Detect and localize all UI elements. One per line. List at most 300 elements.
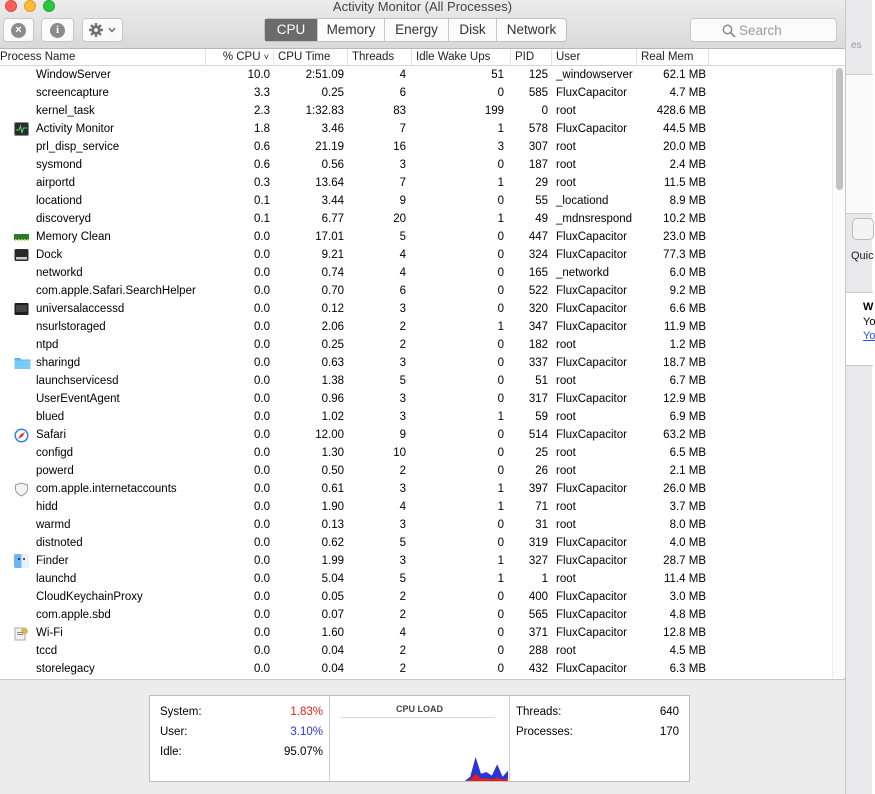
cell-real-mem: 12.8 MB: [663, 627, 706, 639]
cell-threads: 3: [399, 411, 406, 423]
cell-cpu-time: 0.05: [321, 591, 344, 603]
column-cpu-time[interactable]: CPU Time: [274, 49, 348, 65]
shield-icon: [14, 482, 29, 496]
table-row[interactable]: [0, 372, 832, 390]
cell-user: _locationd: [556, 195, 609, 207]
cell-idle-wake-ups: 0: [497, 393, 504, 405]
table-row[interactable]: [0, 534, 832, 552]
cell-user: FluxCapacitor: [556, 321, 627, 333]
cell-cpu-percent: 0.6: [254, 141, 270, 153]
cell-pid: 585: [528, 87, 548, 99]
cell-idle-wake-ups: 0: [497, 663, 504, 675]
cell-user: root: [556, 573, 576, 585]
cell-cpu-percent: 0.0: [254, 609, 270, 621]
cell-threads: 6: [399, 87, 406, 99]
cell-cpu-time: 0.96: [321, 393, 344, 405]
divider: [341, 717, 495, 718]
cell-cpu-time: 1.02: [321, 411, 344, 423]
table-row[interactable]: [0, 408, 832, 426]
table-row[interactable]: [0, 552, 832, 570]
cell-cpu-percent: 0.0: [254, 447, 270, 459]
background-window-text: Yo: [863, 330, 875, 342]
cell-idle-wake-ups: 0: [497, 591, 504, 603]
sort-descending-icon: ˅: [263, 52, 269, 62]
cell-idle-wake-ups: 1: [497, 177, 504, 189]
cell-cpu-time: 0.50: [321, 465, 344, 477]
cell-cpu-percent: 0.0: [254, 501, 270, 513]
cell-cpu-time: 1.38: [321, 375, 344, 387]
cell-process-name: configd: [36, 447, 74, 459]
table-row[interactable]: [0, 588, 832, 606]
cell-cpu-time: 1.60: [321, 627, 344, 639]
user-label: User:: [160, 726, 188, 738]
cell-pid: 165: [528, 267, 548, 279]
cell-threads: 3: [399, 483, 406, 495]
cell-idle-wake-ups: 1: [497, 123, 504, 135]
cell-threads: 7: [399, 177, 406, 189]
cell-threads: 20: [393, 213, 406, 225]
table-row[interactable]: [0, 336, 832, 354]
table-row[interactable]: [0, 624, 832, 642]
cell-process-name: universalaccessd: [36, 303, 125, 315]
cell-user: root: [556, 375, 576, 387]
cell-pid: 565: [528, 609, 548, 621]
cell-idle-wake-ups: 0: [497, 303, 504, 315]
cell-idle-wake-ups: 0: [497, 339, 504, 351]
system-label: System:: [160, 706, 202, 718]
cell-idle-wake-ups: 0: [497, 375, 504, 387]
cell-threads: 5: [399, 537, 406, 549]
cell-threads: 3: [399, 519, 406, 531]
cell-process-name: Finder: [36, 555, 69, 567]
cell-real-mem: 11.5 MB: [664, 177, 706, 189]
table-row[interactable]: [0, 660, 832, 678]
cell-pid: 51: [535, 375, 548, 387]
cell-user: root: [556, 645, 576, 657]
cell-idle-wake-ups: 0: [497, 285, 504, 297]
toolbar: [0, 0, 845, 49]
cell-cpu-time: 9.21: [321, 249, 344, 261]
cell-user: root: [556, 141, 576, 153]
column-real-mem[interactable]: Real Mem: [637, 49, 709, 65]
table-row[interactable]: [0, 120, 832, 138]
cell-cpu-percent: 0.0: [254, 573, 270, 585]
background-window-text: Yo: [863, 316, 875, 328]
view-tabs: [264, 18, 567, 42]
cell-threads: 4: [399, 249, 406, 261]
cell-process-name: distnoted: [36, 537, 83, 549]
info-icon: i: [50, 23, 65, 38]
cell-real-mem: 26.0 MB: [663, 483, 706, 495]
cpu-load-user-area: [330, 757, 508, 781]
cell-process-name: ntpd: [36, 339, 59, 351]
cell-cpu-time: 0.25: [321, 87, 344, 99]
cell-pid: 371: [528, 627, 548, 639]
cell-pid: 447: [528, 231, 548, 243]
cell-process-name: discoveryd: [36, 213, 91, 225]
tab-network[interactable]: Network: [506, 22, 557, 37]
cell-threads: 2: [399, 321, 406, 333]
cell-user: root: [556, 465, 576, 477]
close-process-icon: ×: [11, 23, 26, 38]
tab-energy[interactable]: Energy: [385, 19, 449, 41]
cell-pid: 26: [535, 465, 548, 477]
cell-user: root: [556, 519, 576, 531]
cell-cpu-time: 0.07: [321, 609, 344, 621]
idle-label: Idle:: [160, 746, 182, 758]
cell-user: FluxCapacitor: [556, 591, 627, 603]
cell-threads: 83: [393, 105, 406, 117]
cell-cpu-time: 0.62: [321, 537, 344, 549]
idle-value: 95.07%: [283, 746, 323, 758]
table-row[interactable]: [0, 282, 832, 300]
cell-process-name: nsurlstoraged: [36, 321, 106, 333]
table-row[interactable]: [0, 84, 832, 102]
cell-threads: 3: [399, 357, 406, 369]
memory-clean-icon: [14, 230, 29, 244]
cell-process-name: Memory Clean: [36, 231, 111, 243]
cell-pid: 55: [535, 195, 548, 207]
table-row[interactable]: [0, 462, 832, 480]
cell-process-name: com.apple.internetaccounts: [36, 483, 177, 495]
cell-idle-wake-ups: 0: [497, 519, 504, 531]
cell-user: FluxCapacitor: [556, 285, 627, 297]
search-field[interactable]: [690, 18, 837, 42]
column-threads[interactable]: Threads: [348, 49, 412, 65]
column-pid[interactable]: PID: [511, 49, 552, 65]
processes-label: Processes:: [516, 726, 573, 738]
cell-process-name: launchservicesd: [36, 375, 119, 387]
cell-cpu-time: 0.61: [321, 483, 344, 495]
table-row[interactable]: [0, 354, 832, 372]
cell-real-mem: 4.0 MB: [669, 537, 706, 549]
table-row[interactable]: [0, 498, 832, 516]
cell-idle-wake-ups: 0: [497, 537, 504, 549]
safari-icon: [14, 428, 29, 442]
cell-real-mem: 2.4 MB: [669, 159, 706, 171]
cell-cpu-percent: 0.0: [254, 339, 270, 351]
cell-pid: 1: [541, 573, 548, 585]
cell-cpu-time: 12.00: [315, 429, 344, 441]
cell-real-mem: 9.2 MB: [669, 285, 706, 297]
cell-idle-wake-ups: 0: [497, 609, 504, 621]
cell-pid: 307: [528, 141, 548, 153]
search-icon: [722, 24, 736, 38]
cell-pid: 432: [528, 663, 548, 675]
cell-pid: 324: [528, 249, 548, 261]
cell-real-mem: 6.3 MB: [669, 663, 706, 675]
cell-process-name: sharingd: [36, 357, 81, 369]
cell-cpu-time: 0.70: [321, 285, 344, 297]
cell-threads: 3: [399, 555, 406, 567]
cell-cpu-time: 6.77: [321, 213, 344, 225]
cpu-stats-box: [149, 695, 690, 782]
table-row[interactable]: [0, 606, 832, 624]
cell-cpu-percent: 10.0: [247, 69, 270, 81]
cell-real-mem: 63.2 MB: [663, 429, 706, 441]
cell-real-mem: 4.5 MB: [669, 645, 706, 657]
cell-pid: 29: [535, 177, 548, 189]
cell-cpu-percent: 0.0: [254, 285, 270, 297]
table-row[interactable]: [0, 246, 832, 264]
table-row[interactable]: [0, 516, 832, 534]
cell-threads: 4: [399, 501, 406, 513]
cell-threads: 3: [399, 393, 406, 405]
cell-cpu-time: 0.74: [321, 267, 344, 279]
table-row[interactable]: [0, 138, 832, 156]
cell-cpu-percent: 2.3: [254, 105, 270, 117]
cell-process-name: kernel_task: [36, 105, 95, 117]
cell-pid: 337: [528, 357, 548, 369]
cell-real-mem: 28.7 MB: [663, 555, 706, 567]
cell-cpu-percent: 0.0: [254, 303, 270, 315]
cell-process-name: storelegacy: [36, 663, 95, 675]
table-row[interactable]: [0, 570, 832, 588]
cell-cpu-time: 0.56: [321, 159, 344, 171]
background-window-text: es: [851, 40, 862, 51]
table-row[interactable]: [0, 390, 832, 408]
cell-cpu-percent: 0.0: [254, 645, 270, 657]
cell-pid: 288: [528, 645, 548, 657]
cell-process-name: powerd: [36, 465, 74, 477]
cell-process-name: screencapture: [36, 87, 109, 99]
cell-pid: 59: [535, 411, 548, 423]
cell-idle-wake-ups: 0: [497, 159, 504, 171]
cell-idle-wake-ups: 0: [497, 267, 504, 279]
cell-pid: 578: [528, 123, 548, 135]
column-idle-wake-ups[interactable]: Idle Wake Ups: [412, 49, 511, 65]
cell-cpu-time: 0.04: [321, 663, 344, 675]
table-row[interactable]: [0, 300, 832, 318]
cell-user: FluxCapacitor: [556, 555, 627, 567]
cell-process-name: Wi-Fi: [36, 627, 63, 639]
cell-user: FluxCapacitor: [556, 609, 627, 621]
cell-cpu-time: 2.06: [321, 321, 344, 333]
divider: [509, 696, 510, 781]
background-panel: [846, 292, 873, 366]
cell-cpu-time: 1.90: [321, 501, 344, 513]
table-row[interactable]: [0, 66, 832, 84]
cell-idle-wake-ups: 1: [497, 573, 504, 585]
cell-threads: 2: [399, 591, 406, 603]
cell-real-mem: 3.7 MB: [669, 501, 706, 513]
cell-cpu-percent: 0.0: [254, 627, 270, 639]
cell-threads: 9: [399, 195, 406, 207]
cell-user: FluxCapacitor: [556, 87, 627, 99]
cell-user: FluxCapacitor: [556, 627, 627, 639]
cell-pid: 31: [535, 519, 548, 531]
cell-cpu-percent: 0.0: [254, 231, 270, 243]
tab-disk[interactable]: Disk: [449, 19, 497, 41]
cell-real-mem: 6.7 MB: [669, 375, 706, 387]
cell-process-name: hidd: [36, 501, 58, 513]
table-row[interactable]: [0, 444, 832, 462]
cell-pid: 125: [528, 69, 548, 81]
cell-process-name: networkd: [36, 267, 83, 279]
cell-pid: 397: [528, 483, 548, 495]
cell-cpu-percent: 0.1: [254, 195, 270, 207]
cell-threads: 2: [399, 663, 406, 675]
cpu-summary-panel: [0, 679, 845, 794]
cell-real-mem: 62.1 MB: [663, 69, 706, 81]
cell-process-name: WindowServer: [36, 69, 111, 81]
cell-user: FluxCapacitor: [556, 231, 627, 243]
table-row[interactable]: [0, 102, 832, 120]
cell-process-name: prl_disp_service: [36, 141, 120, 153]
cell-real-mem: 77.3 MB: [663, 249, 706, 261]
table-row[interactable]: [0, 642, 832, 660]
processes-value: 170: [659, 726, 679, 738]
cell-process-name: blued: [36, 411, 65, 423]
cell-user: root: [556, 447, 576, 459]
cell-cpu-time: 1.30: [321, 447, 344, 459]
cell-pid: 317: [528, 393, 548, 405]
cell-pid: 327: [528, 555, 548, 567]
column-user[interactable]: User: [552, 49, 637, 65]
cell-cpu-time: 17.01: [315, 231, 344, 243]
cell-cpu-time: 3.44: [321, 195, 344, 207]
cell-user: _networkd: [556, 267, 610, 279]
cell-pid: 187: [528, 159, 548, 171]
cell-real-mem: 11.9 MB: [664, 321, 706, 333]
table-row[interactable]: [0, 156, 832, 174]
cell-threads: 10: [393, 447, 406, 459]
table-row[interactable]: [0, 426, 832, 444]
cell-threads: 2: [399, 609, 406, 621]
dock-icon: [14, 248, 29, 262]
cell-threads: 9: [399, 429, 406, 441]
cell-pid: 522: [528, 285, 548, 297]
cell-idle-wake-ups: 1: [497, 321, 504, 333]
cell-real-mem: 23.0 MB: [663, 231, 706, 243]
cell-cpu-time: 1.99: [321, 555, 344, 567]
cell-cpu-time: 0.04: [321, 645, 344, 657]
table-row[interactable]: [0, 210, 832, 228]
cell-threads: 4: [399, 627, 406, 639]
cell-real-mem: 3.0 MB: [669, 591, 706, 603]
inspect-process-button[interactable]: [41, 18, 74, 42]
cell-cpu-time: 1:32.83: [305, 105, 344, 117]
cell-user: FluxCapacitor: [556, 357, 627, 369]
search-input[interactable]: [739, 22, 831, 38]
cell-real-mem: 6.5 MB: [669, 447, 706, 459]
cell-pid: 71: [535, 501, 548, 513]
cell-user: FluxCapacitor: [556, 249, 627, 261]
cell-cpu-time: 0.13: [321, 519, 344, 531]
cell-idle-wake-ups: 1: [497, 501, 504, 513]
window-title: Activity Monitor (All Processes): [332, 0, 513, 14]
cell-real-mem: 4.8 MB: [669, 609, 706, 621]
threads-label: Threads:: [516, 706, 562, 718]
cell-process-name: launchd: [36, 573, 77, 585]
cell-cpu-time: 21.19: [315, 141, 344, 153]
cpu-load-graph: [330, 721, 508, 781]
cell-threads: 3: [399, 159, 406, 171]
cell-user: _mdnsrespond: [556, 213, 633, 225]
cell-user: root: [556, 105, 576, 117]
cell-cpu-percent: 0.6: [254, 159, 270, 171]
cell-cpu-time: 5.04: [321, 573, 344, 585]
cell-idle-wake-ups: 1: [497, 483, 504, 495]
cell-pid: 320: [528, 303, 548, 315]
table-row[interactable]: [0, 318, 832, 336]
cell-cpu-percent: 0.0: [254, 393, 270, 405]
cell-process-name: tccd: [36, 645, 58, 657]
table-row[interactable]: [0, 480, 832, 498]
cell-threads: 3: [399, 303, 406, 315]
cell-user: root: [556, 177, 576, 189]
table-row[interactable]: [0, 264, 832, 282]
cell-real-mem: 44.5 MB: [663, 123, 706, 135]
tab-cpu[interactable]: CPU: [265, 19, 318, 41]
table-row[interactable]: [0, 192, 832, 210]
gear-icon: [88, 22, 118, 38]
cell-user: root: [556, 159, 576, 171]
cell-threads: 16: [393, 141, 406, 153]
tab-memory[interactable]: Memory: [318, 19, 385, 41]
cell-cpu-percent: 0.3: [254, 177, 270, 189]
cell-user: FluxCapacitor: [556, 303, 627, 315]
cell-threads: 2: [399, 645, 406, 657]
cell-real-mem: 8.0 MB: [669, 519, 706, 531]
cell-user: FluxCapacitor: [556, 663, 627, 675]
cell-idle-wake-ups: 3: [497, 141, 504, 153]
cell-pid: 182: [528, 339, 548, 351]
cell-idle-wake-ups: 1: [497, 411, 504, 423]
cell-threads: 5: [399, 231, 406, 243]
cell-idle-wake-ups: 0: [497, 249, 504, 261]
cell-pid: 49: [535, 213, 548, 225]
cell-real-mem: 18.7 MB: [663, 357, 706, 369]
table-row[interactable]: [0, 174, 832, 192]
cell-cpu-percent: 0.0: [254, 537, 270, 549]
background-window-text: W: [863, 301, 874, 313]
cell-cpu-percent: 0.0: [254, 555, 270, 567]
cell-idle-wake-ups: 0: [497, 627, 504, 639]
scrollbar-thumb[interactable]: [836, 68, 843, 190]
cell-real-mem: 6.9 MB: [669, 411, 706, 423]
column-cpu-percent[interactable]: [206, 49, 274, 65]
cell-cpu-time: 0.63: [321, 357, 344, 369]
cell-real-mem: 11.4 MB: [664, 573, 706, 585]
universalaccess-icon: [14, 302, 29, 316]
cell-pid: 319: [528, 537, 548, 549]
cell-real-mem: 8.9 MB: [669, 195, 706, 207]
cell-cpu-percent: 0.0: [254, 357, 270, 369]
cell-user: root: [556, 339, 576, 351]
cell-cpu-percent: 0.0: [254, 465, 270, 477]
cell-cpu-time: 0.12: [321, 303, 344, 315]
cell-cpu-percent: 0.0: [254, 375, 270, 387]
cell-cpu-time: 2:51.09: [305, 69, 344, 81]
cell-threads: 5: [399, 375, 406, 387]
cell-real-mem: 2.1 MB: [669, 465, 706, 477]
quit-process-button[interactable]: [3, 18, 34, 42]
cell-pid: 347: [528, 321, 548, 333]
cell-pid: 0: [541, 105, 548, 117]
cell-user: FluxCapacitor: [556, 483, 627, 495]
action-menu-button[interactable]: [82, 18, 123, 42]
vertical-scrollbar[interactable]: [832, 66, 845, 678]
threads-value: 640: [659, 706, 679, 718]
cell-process-name: UserEventAgent: [36, 393, 120, 405]
system-value: 1.83%: [290, 706, 323, 718]
cell-idle-wake-ups: 51: [491, 69, 504, 81]
column-process-name[interactable]: Process Name: [0, 49, 206, 65]
table-row[interactable]: [0, 228, 832, 246]
cell-process-name: warmd: [36, 519, 71, 531]
activity-monitor-icon: [14, 122, 29, 136]
